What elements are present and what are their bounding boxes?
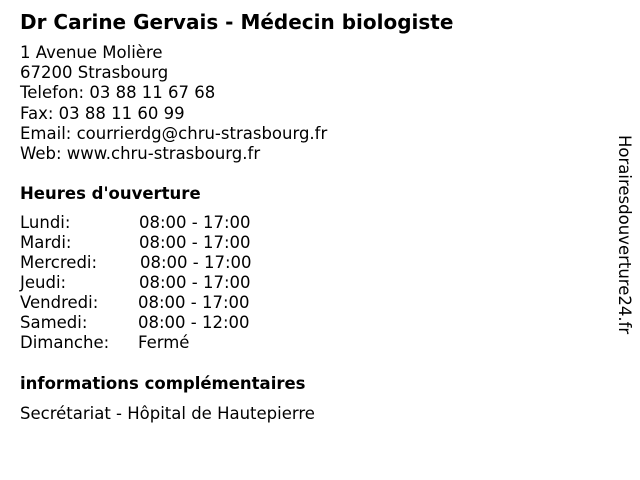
day-label: Samedi: — [20, 313, 88, 332]
additional-info-heading: informations complémentaires — [20, 374, 306, 393]
address-street: 1 Avenue Molière — [20, 43, 163, 62]
day-hours: 08:00 - 17:00 — [140, 253, 252, 272]
address-city: 67200 Strasbourg — [20, 63, 169, 83]
day-label: Vendredi: — [20, 293, 99, 312]
contact-details — [20, 43, 327, 164]
day-hours: 08:00 - 17:00 — [139, 213, 251, 232]
additional-info-text: Secrétariat - Hôpital de Hautepierre — [20, 404, 315, 423]
email-address: Email: courrierdg@chru-strasbourg.fr — [20, 123, 328, 143]
day-hours: Fermé — [138, 333, 190, 352]
day-hours: 08:00 - 12:00 — [138, 313, 250, 332]
day-label: Dimanche: — [20, 333, 110, 352]
fax-number: Fax: 03 88 11 60 99 — [20, 103, 185, 123]
website: Web: www.chru-strasbourg.fr — [20, 143, 261, 163]
phone-number: Telefon: 03 88 11 67 68 — [20, 83, 216, 103]
site-watermark: Horairesdouverture24.fr — [615, 135, 634, 335]
page-title: Dr Carine Gervais - Médecin biologiste — [20, 10, 454, 34]
day-label: Mardi: — [20, 233, 72, 252]
day-label: Jeudi: — [20, 273, 67, 292]
opening-hours-heading: Heures d'ouverture — [20, 184, 201, 203]
day-hours: 08:00 - 17:00 — [139, 233, 251, 252]
day-label: Mercredi: — [20, 253, 98, 272]
day-hours: 08:00 - 17:00 — [139, 273, 251, 292]
day-hours: 08:00 - 17:00 — [138, 293, 250, 312]
day-label: Lundi: — [20, 213, 71, 232]
